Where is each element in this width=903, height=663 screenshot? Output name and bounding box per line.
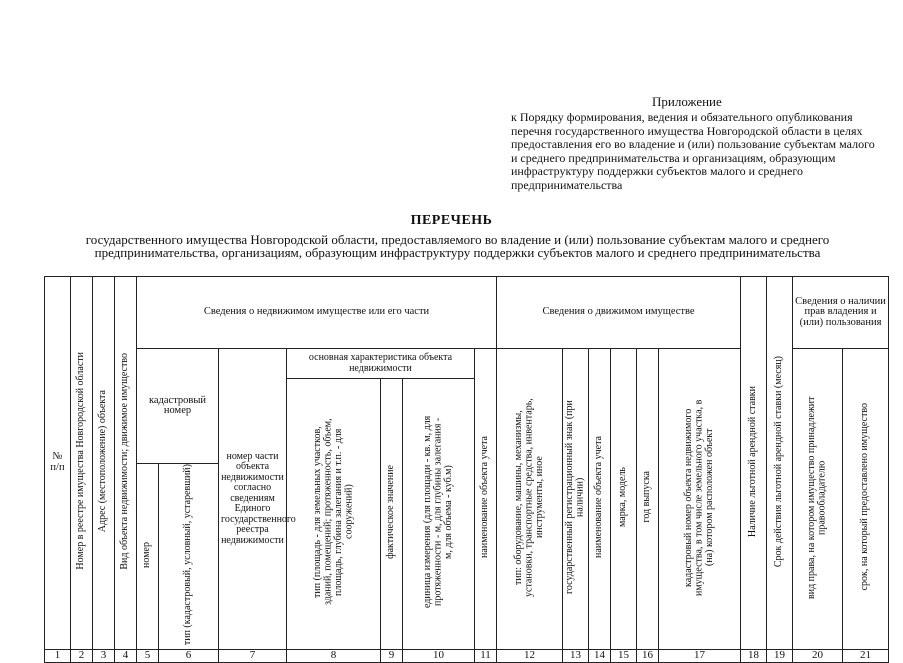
- column-number: 2: [71, 649, 93, 662]
- header-col-unit: единица измерения (для площади - кв. м, для протяженности - м, для глубины залегания - м, для объема - куб.м): [403, 379, 475, 650]
- column-number: 1: [45, 649, 71, 662]
- header-col-movable-type: тип: оборудование, машины, механизмы, установки, транспортные средства, инвентарь, инструменты, иное: [497, 349, 563, 650]
- header-group-rights: Сведения о наличии прав владения и (или) пользования: [793, 277, 889, 349]
- column-number: 17: [659, 649, 741, 662]
- header-col-cadastral-number: номер: [137, 464, 159, 650]
- column-number: 3: [93, 649, 115, 662]
- header-group-realty: Сведения о недвижимом имуществе или его части: [137, 277, 497, 349]
- header-col-part-number: номер части объекта недвижимости согласно сведениям Единого государственного реестра недвижимости: [219, 349, 287, 650]
- header-col-movable-object-name: наименование объекта учета: [589, 349, 611, 650]
- column-number: 16: [637, 649, 659, 662]
- column-number: 15: [611, 649, 637, 662]
- column-number: 9: [381, 649, 403, 662]
- document-subtitle: государственного имущества Новгородской области, предоставляемого во владение и (или) пользование субъектам малого и среднего предпринимательства, организациям, образующим инфраструктуру поддержки субъектов малого и среднего предпринимательства: [85, 232, 830, 260]
- appendix-title: Приложение: [652, 94, 722, 109]
- header-col-realty-object-name: наименование объекта учета: [475, 349, 497, 650]
- column-number: 4: [115, 649, 137, 662]
- column-number: 19: [767, 649, 793, 662]
- column-number: 21: [843, 649, 889, 662]
- header-col-preferential-rate: Наличие льготной арендной ставки: [741, 277, 767, 650]
- column-number: 13: [563, 649, 589, 662]
- header-col-actual-value: фактическое значение: [381, 379, 403, 650]
- header-col-cadastral-type: тип (кадастровый, условный, устаревший): [159, 464, 219, 650]
- header-col-reg-plate: государственный регистрационный знак (при наличии): [563, 349, 589, 650]
- column-number: 11: [475, 649, 497, 662]
- column-number: 10: [403, 649, 475, 662]
- header-col-right-type: вид права, на котором имущество принадлежит правообладателю: [793, 349, 843, 650]
- register-table: [44, 276, 889, 663]
- column-number: 8: [287, 649, 381, 662]
- column-number: 5: [137, 649, 159, 662]
- header-col-location-cadastral: кадастровый номер объекта недвижимого имущества, в том числе земельного участка, в (на) котором расположен объект: [659, 349, 741, 650]
- appendix-text: к Порядку формирования, ведения и обязательного опубликования перечня государственного имущества Новгородской области в целях предоставления его во владение и (или) пользование субъектам малого и среднего предпринимательства и организациям, образующим инфраструктуру поддержки субъектов малого и среднего предпринимательства: [511, 110, 875, 192]
- column-number: 18: [741, 649, 767, 662]
- header-col-address: Адрес (местоположение) объекта: [93, 277, 115, 650]
- header-col-right-term: срок, на который предоставлено имущество: [843, 349, 889, 650]
- header-group-cadastral: кадастровый номер: [137, 349, 219, 464]
- column-number: 14: [589, 649, 611, 662]
- header-col-brand-model: марка, модель: [611, 349, 637, 650]
- column-number: 12: [497, 649, 563, 662]
- header-col-rate-term: Срок действия льготной арендной ставки (месяц): [767, 277, 793, 650]
- header-col-registry-number: Номер в реестре имущества Новгородской области: [71, 277, 93, 650]
- column-number: 7: [219, 649, 287, 662]
- document-title: ПЕРЕЧЕНЬ: [410, 213, 493, 228]
- header-col-number: № п/п: [45, 277, 71, 650]
- header-col-char-type: тип (площадь - для земельных участков, зданий, помещений; протяженность, объем, площадь, глубина залегания и т.п. - для сооружений): [287, 379, 381, 650]
- header-group-main-characteristic: основная характеристика объекта недвижимости: [287, 349, 475, 379]
- column-number: 20: [793, 649, 843, 662]
- header-group-movable: Сведения о движимом имуществе: [497, 277, 741, 349]
- header-col-year: год выпуска: [637, 349, 659, 650]
- header-col-object-type: Вид объекта недвижимости; движимое имущество: [115, 277, 137, 650]
- column-numbers-row: [45, 649, 889, 662]
- column-number: 6: [159, 649, 219, 662]
